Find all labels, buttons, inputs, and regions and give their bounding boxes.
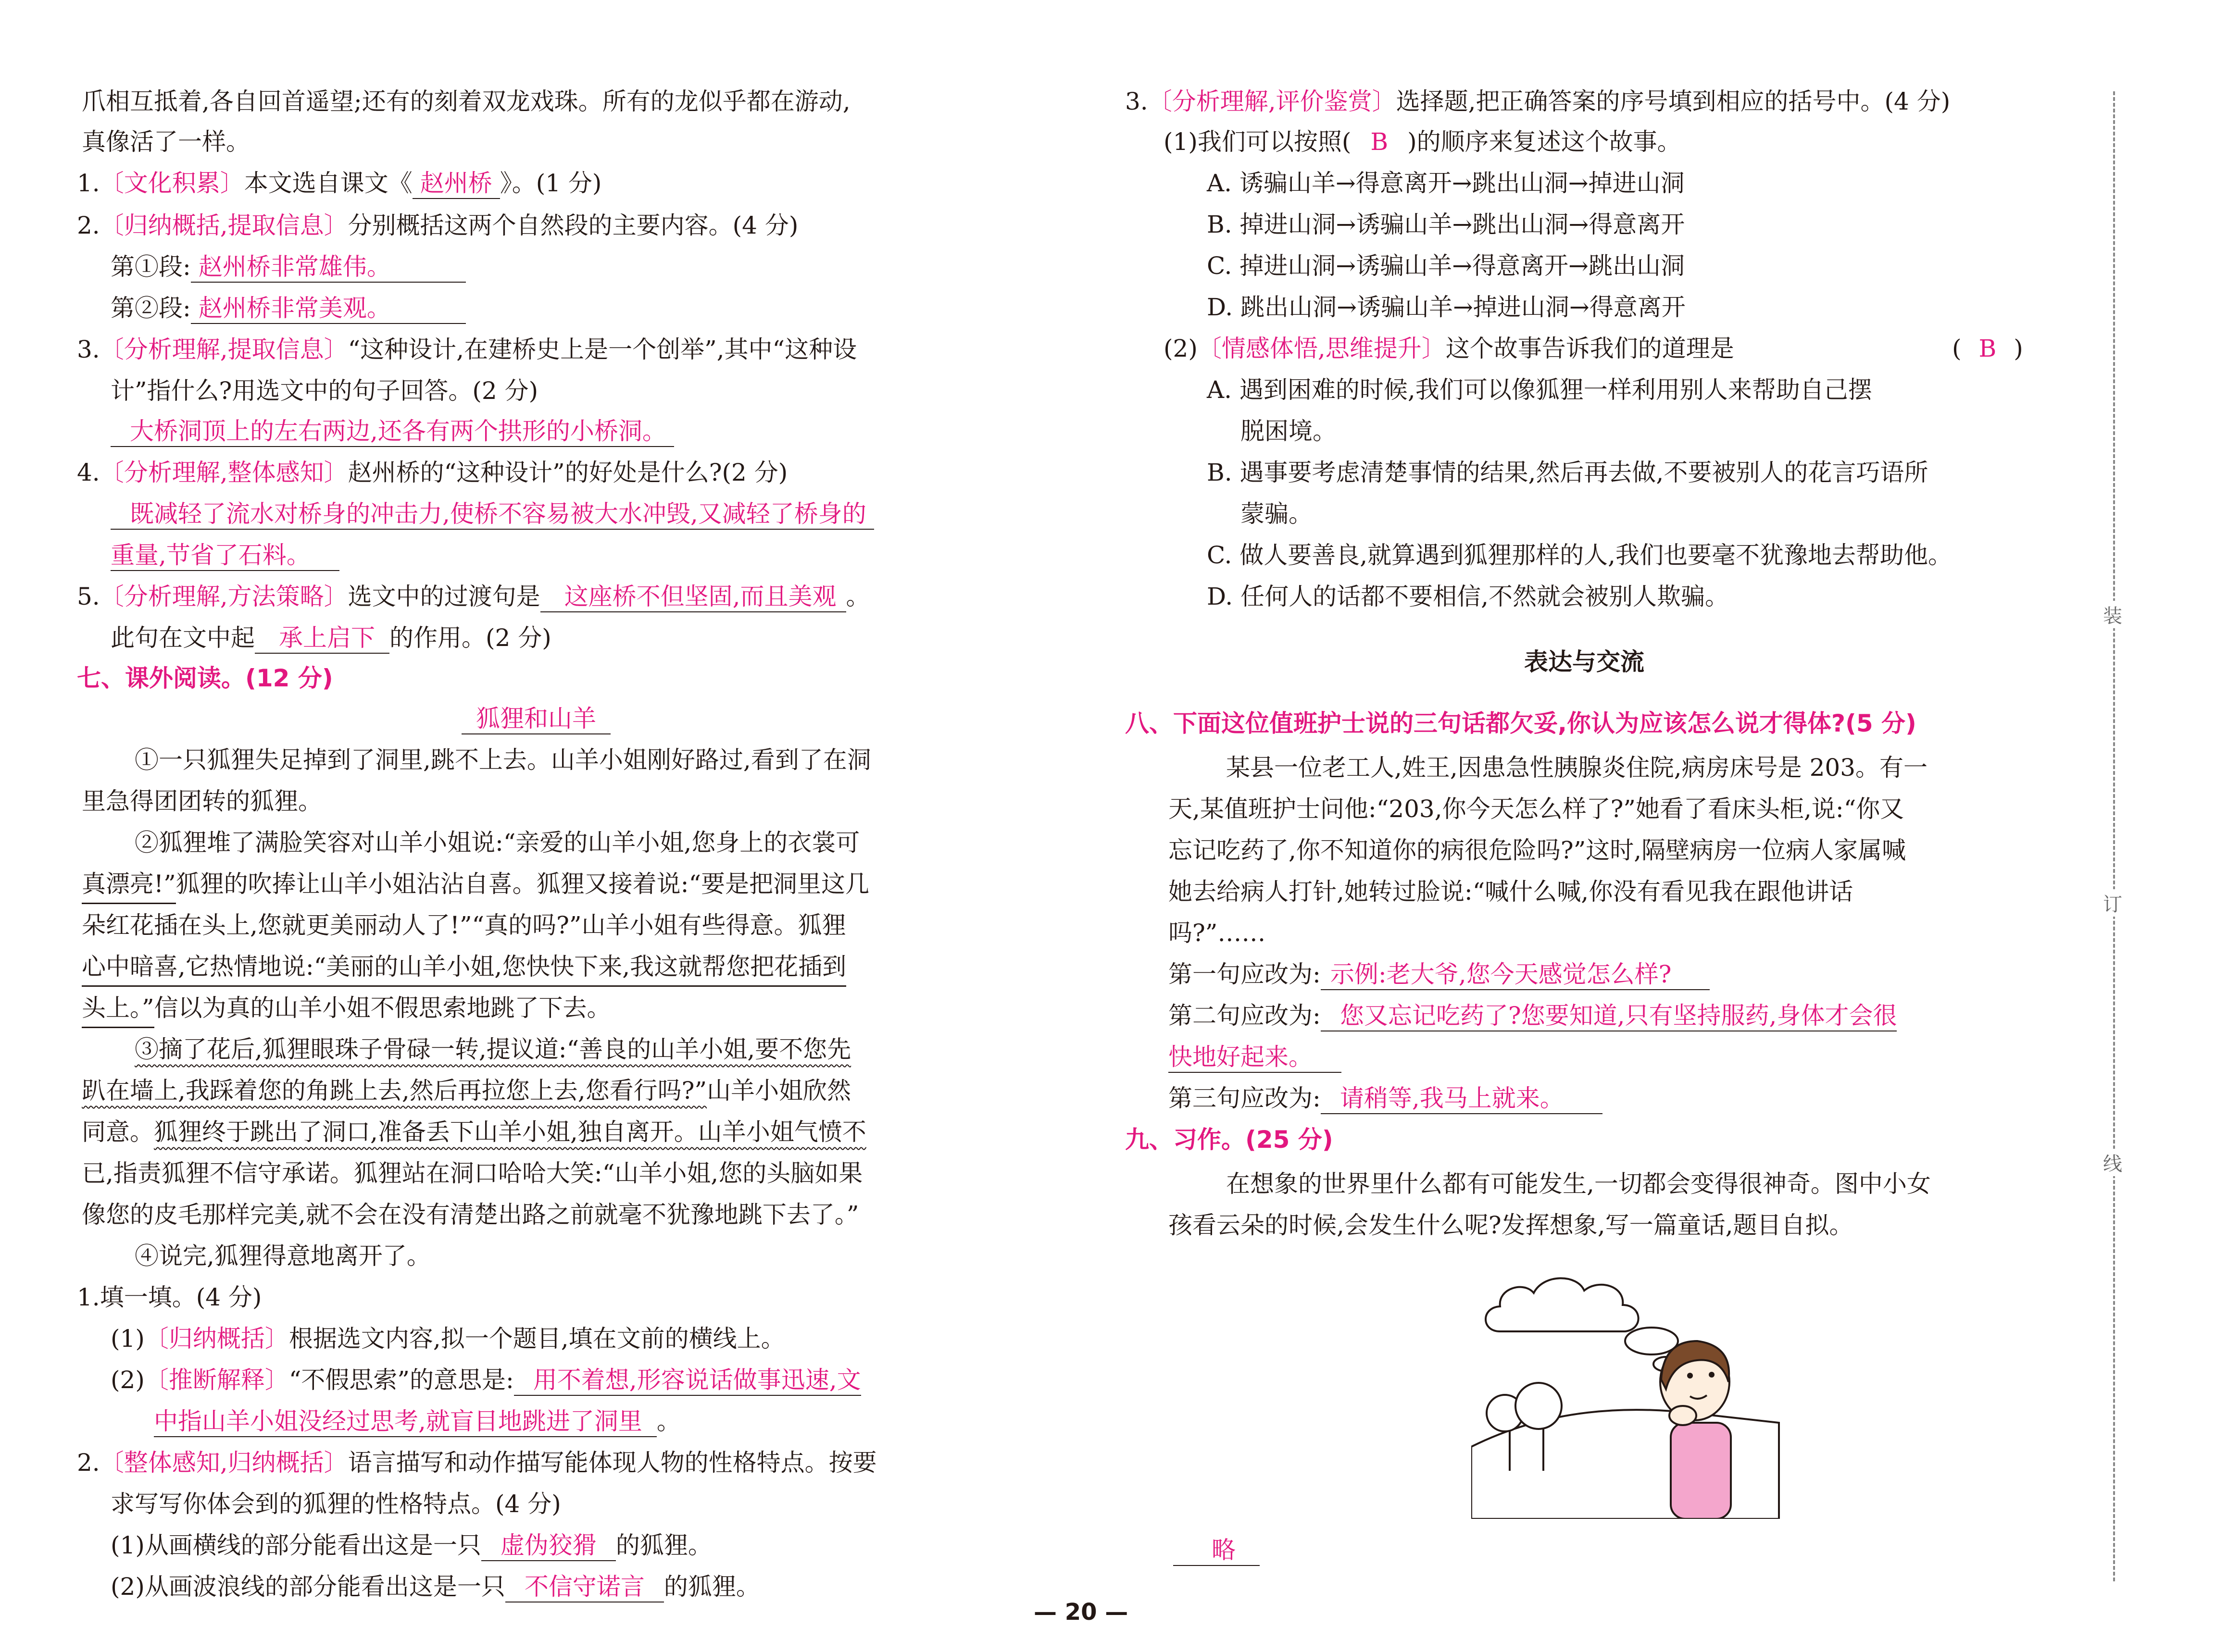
q4-answer-line2: 重量,节省了石料。: [111, 543, 339, 571]
q2-answer-1: 第①段: 赵州桥非常雄伟。: [111, 255, 466, 283]
choice-answer: B: [1978, 335, 1997, 362]
story-line: 已,指责狐狸不信守承诺。狐狸站在洞口哈哈大笑:“山羊小姐,您的头脑如果: [82, 1159, 863, 1187]
q4-answer-line1: 既减轻了流水对桥身的冲击力,使桥不容易被大水冲毁,又减轻了桥身的: [111, 502, 874, 530]
story-line: [135, 1037, 851, 1061]
essay-answer: 略: [1173, 1538, 1260, 1566]
story-line: ①一只狐狸失足掉到了洞里,跳不上去。山羊小姐刚好路过,看到了在洞: [135, 746, 871, 774]
correction-3: 第三句应改为: 请稍等,我马上就来。: [1168, 1086, 1602, 1114]
q2-answer-2: 第②段: 赵州桥非常美观。: [111, 296, 466, 324]
question-r3: 3.〔分析理解,评价鉴赏〕选择题,把正确答案的序号填到相应的括号中。(4 分): [1125, 87, 1951, 115]
story-title: 狐狸和山羊: [462, 707, 611, 734]
underlined-text: 头上。”: [82, 994, 154, 1028]
question-4: 4.〔分析理解,整体感知〕赵州桥的“这种设计”的好处是什么?(2 分): [77, 459, 788, 486]
underlined-text: 心中暗喜,它热情地说:“美丽的山羊小姐,您快快下来,我这就帮您把花插到: [82, 953, 846, 987]
answer-blank: 赵州桥: [413, 171, 500, 199]
margin-char: 装: [2103, 601, 2122, 628]
para-line: 爪相互抵着,各自回首遥望;还有的刻着双龙戏珠。所有的龙似乎都在游动,: [82, 87, 851, 115]
section-7-heading: 七、课外阅读。(12 分): [77, 664, 333, 692]
story-line: 头上。”信以为真的山羊小姐不假思索地跳了下去。: [82, 996, 611, 1020]
para-line: 她去给病人打针,她转过脸说:“喊什么喊,你没有看见我在跟他讲话: [1168, 878, 1853, 906]
cloud-icon: [1625, 1328, 1678, 1354]
question-5: 5.〔分析理解,方法策略〕选文中的过渡句是 这座桥不但坚固,而且美观 。: [77, 584, 870, 612]
story-line: ④说完,狐狸得意地离开了。: [135, 1242, 431, 1270]
reading-q2: 2.〔整体感知,归纳概括〕语言描写和动作描写能体现人物的性格特点。按要: [77, 1449, 877, 1477]
wavy-underlined-text: ③摘了花后,狐狸眼珠子骨碌一转,提议道:“善良的山羊小姐,要不您先: [135, 1035, 851, 1063]
section-9-heading: 九、习作。(25 分): [1125, 1126, 1333, 1154]
story-line: 像您的皮毛那样完美,就不会在没有清楚出路之前就毫不犹豫地跳下去了。”: [82, 1201, 859, 1229]
question-1: 1.〔文化积累〕本文选自课文《 赵州桥 》。(1 分): [77, 171, 601, 199]
q3-answer: 大桥洞顶上的左右两边,还各有两个拱形的小桥洞。: [111, 419, 674, 447]
option: D. 任何人的话都不要相信,不然就会被别人欺骗。: [1207, 583, 1729, 610]
option: 蒙骗。: [1240, 500, 1313, 528]
underlined-text: 真漂亮!”: [82, 870, 176, 904]
question-3-line2: 计”指什么?用选文中的句子回答。(2 分): [111, 377, 538, 405]
reading-q1-2: (2)〔推断解释〕“不假思索”的意思是: 用不着想,形容说话做事迅速,文: [111, 1368, 861, 1396]
binding-cut-line: [2113, 91, 2115, 1581]
story-line: 里急得团团转的狐狸。: [82, 787, 322, 815]
option: D. 跳出山洞→诱骗山羊→掉进山洞→得意离开: [1207, 293, 1686, 321]
correction-2: 第二句应改为: 您又忘记吃药了?您要知道,只有坚持服药,身体才会很: [1168, 1004, 1897, 1031]
para-line: 真像活了一样。: [82, 128, 250, 156]
answer-bracket: ( B ): [1952, 335, 2023, 362]
girl-clouds-illustration: [1471, 1269, 1784, 1519]
option: C. 掉进山洞→诱骗山羊→得意离开→跳出山洞: [1207, 252, 1685, 280]
reading-q1: 1.填一填。(4 分): [77, 1283, 262, 1311]
para-line: 吗?”……: [1168, 919, 1266, 947]
skill-tag: 〔归纳概括,提取信息〕: [100, 211, 348, 239]
skill-tag: 〔推断解释〕: [144, 1366, 289, 1394]
reading-q2-1: (1)从画横线的部分能看出这是一只 虚伪狡猾 的狐狸。: [111, 1533, 712, 1561]
correction-1: 第一句应改为: 示例:老大爷,您今天感觉怎么样?: [1168, 962, 1710, 990]
option: B. 遇事要考虑清楚事情的结果,然后再去做,不要被别人的花言巧语所: [1207, 459, 1928, 486]
skill-tag: 〔分析理解,方法策略〕: [100, 583, 348, 610]
question-5-line2: 此句在文中起 承上启下 的作用。(2 分): [111, 626, 551, 654]
margin-char: 订: [2103, 889, 2122, 917]
question-r3-1: (1)我们可以按照( B )的顺序来复述这个故事。: [1164, 128, 1681, 156]
choice-answer: B: [1370, 128, 1389, 156]
skill-tag: 〔归纳概括〕: [144, 1325, 289, 1353]
reading-q2-line2: 求写写你体会到的狐狸的性格特点。(4 分): [111, 1490, 561, 1518]
story-line: [82, 955, 846, 979]
option: C. 做人要善良,就算遇到狐狸那样的人,我们也要毫不犹豫地去帮助他。: [1207, 541, 1953, 569]
story-line: 朵红花插在头上,您就更美丽动人了!”“真的吗?”山羊小姐有些得意。狐狸: [82, 911, 846, 939]
page-number: — 20 —: [1034, 1599, 1128, 1626]
skill-tag: 〔分析理解,评价鉴赏〕: [1148, 87, 1396, 115]
story-line: 同意。狐狸终于跳出了洞口,准备丢下山羊小姐,独自离开。山羊小姐气愤不: [82, 1118, 866, 1146]
para-line: 忘记吃药了,你不知道你的病很危险吗?”这时,隔壁病房一位病人家属喊: [1168, 836, 1906, 864]
story-line: 真漂亮!”狐狸的吹捧让山羊小姐沾沾自喜。狐狸又接着说:“要是把洞里这几: [82, 872, 869, 896]
para-line: 孩看云朵的时候,会发生什么呢?发挥想象,写一篇童话,题目自拟。: [1168, 1211, 1853, 1239]
story-line: 趴在墙上,我踩着您的角跳上去,然后再拉您上去,您看行吗?”山羊小姐欣然: [82, 1077, 851, 1105]
option: A. 诱骗山羊→得意离开→跳出山洞→掉进山洞: [1207, 169, 1685, 197]
skill-tag: 〔情感体悟,思维提升〕: [1197, 335, 1446, 362]
correction-2-line2: 快地好起来。: [1168, 1045, 1341, 1073]
question-2: 2.〔归纳概括,提取信息〕分别概括这两个自然段的主要内容。(4 分): [77, 211, 799, 239]
skill-tag: 〔分析理解,整体感知〕: [100, 459, 348, 486]
margin-char: 线: [2103, 1149, 2122, 1176]
para-line: 天,某值班护士问他:“203,你今天怎么样了?”她看了看床头柜,说:“你又: [1168, 795, 1904, 823]
skill-tag: 〔整体感知,归纳概括〕: [100, 1449, 348, 1477]
para-line: 某县一位老工人,姓王,因患急性胰腺炎住院,病房床号是 203。有一: [1226, 754, 1928, 782]
skill-tag: 〔文化积累〕: [100, 169, 244, 197]
section-heading: 表达与交流: [1524, 648, 1644, 676]
option: A. 遇到困难的时候,我们可以像狐狸一样利用别人来帮助自己摆: [1207, 376, 1872, 404]
option: 脱困境。: [1240, 417, 1337, 445]
option: B. 掉进山洞→诱骗山羊→跳出山洞→得意离开: [1207, 211, 1685, 238]
skill-tag: 〔分析理解,提取信息〕: [100, 335, 348, 363]
question-r3-2: (2)〔情感体悟,思维提升〕这个故事告诉我们的道理是: [1164, 335, 1734, 362]
story-line: ②狐狸堆了满脸笑容对山羊小姐说:“亲爱的山羊小姐,您身上的衣裳可: [135, 829, 860, 857]
wavy-underlined-text: 狐狸终于跳出了洞口,准备丢下山羊小姐,独自离开。山羊小姐气愤不: [154, 1118, 866, 1146]
para-line: 在想象的世界里什么都有可能发生,一切都会变得很神奇。图中小女: [1226, 1170, 1931, 1198]
reading-q2-2: (2)从画波浪线的部分能看出这是一只 不信守诺言 的狐狸。: [111, 1575, 760, 1602]
cloud-icon: [1486, 1278, 1639, 1331]
reading-q1-2-line2: 中指山羊小姐没经过思考,就盲目地跳进了洞里 。: [154, 1409, 681, 1437]
wavy-underlined-text: 趴在墙上,我踩着您的角跳上去,然后再拉您上去,您看行吗?”: [82, 1077, 707, 1105]
question-3: 3.〔分析理解,提取信息〕“这种设计,在建桥史上是一个创举”,其中“这种设: [77, 335, 857, 363]
reading-q1-1: (1)〔归纳概括〕根据选文内容,拟一个题目,填在文前的横线上。: [111, 1325, 785, 1353]
section-8-heading: 八、下面这位值班护士说的三句话都欠妥,你认为应该怎么说才得体?(5 分): [1125, 709, 1916, 737]
